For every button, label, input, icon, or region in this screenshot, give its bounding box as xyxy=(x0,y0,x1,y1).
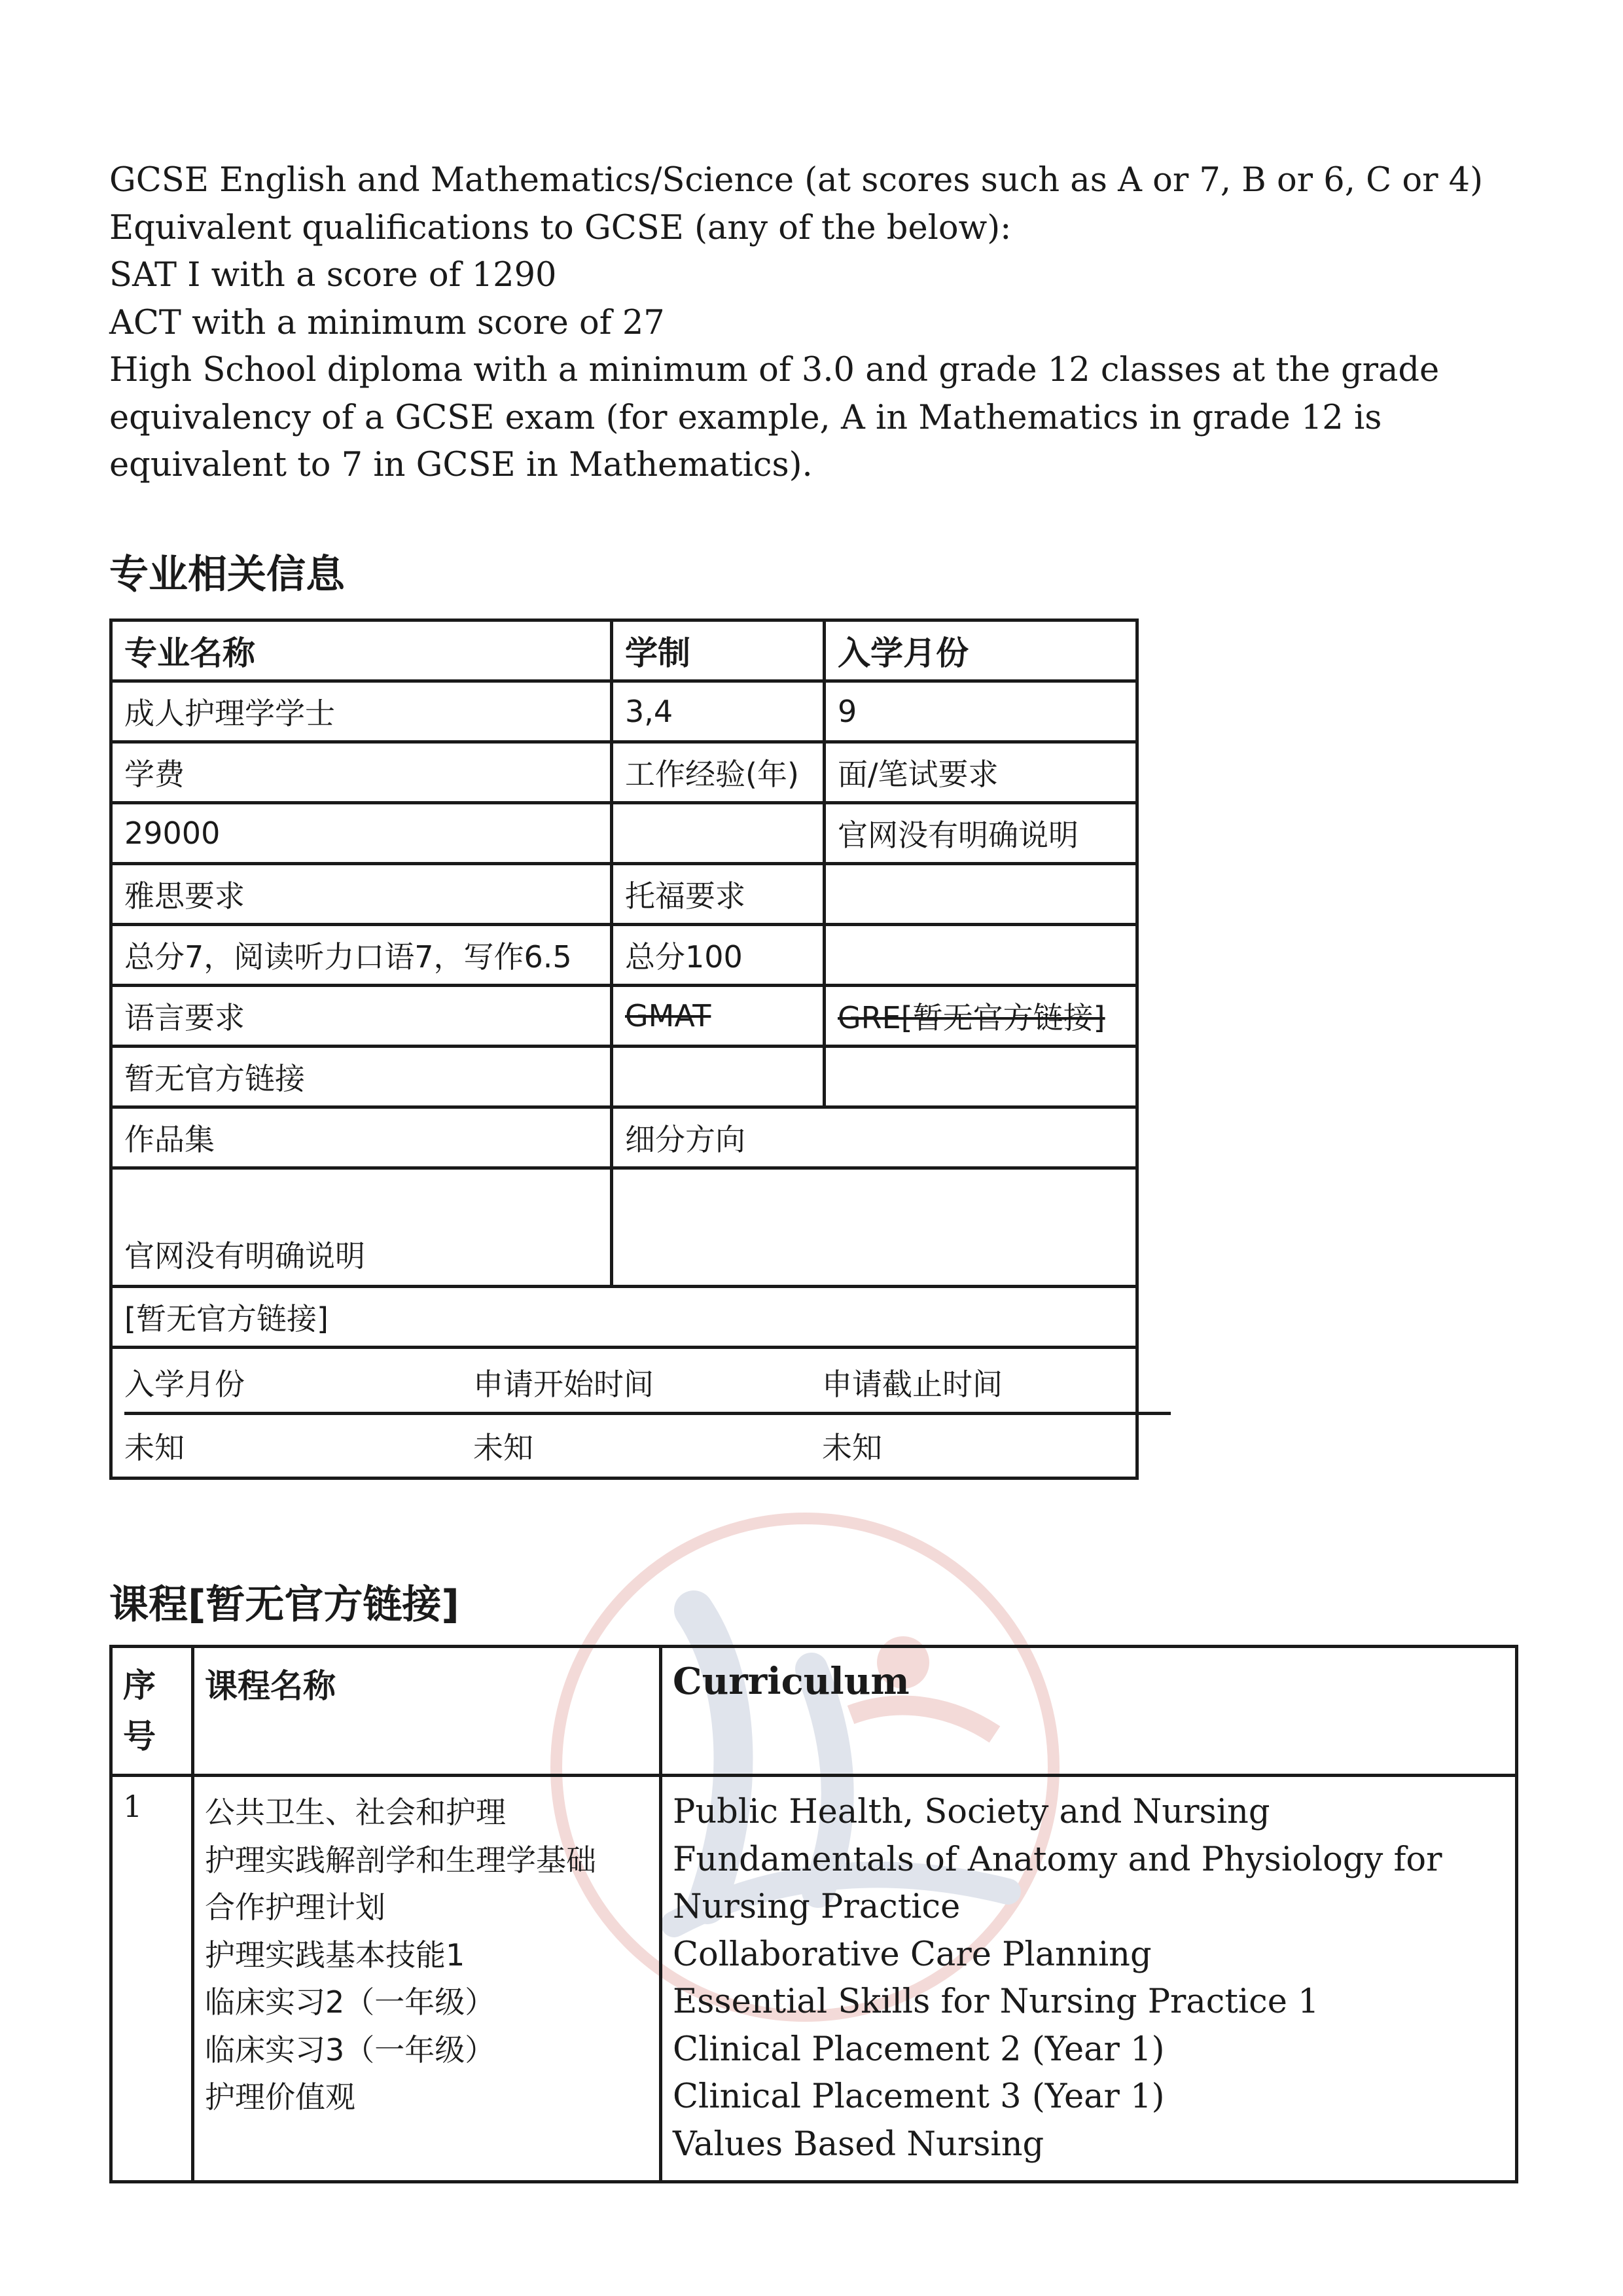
intro-line: Equivalent qualifications to GCSE (any of the below): xyxy=(109,208,1012,247)
info-heading: 专业相关信息 xyxy=(109,552,345,598)
course-table xyxy=(109,1645,1518,2183)
course-list-en xyxy=(673,1789,1505,2168)
list-item: Essential Skills for Nursing Practice 1 xyxy=(673,1982,1319,2021)
table-row xyxy=(111,1348,1137,1479)
list-item: 临床实习3（一年级） xyxy=(205,2032,495,2068)
col-header: 入学月份 xyxy=(825,620,1137,681)
lang-value: 暂无官方链接 xyxy=(111,1047,612,1107)
program-name: 成人护理学学士 xyxy=(111,681,612,742)
toefl-value: 总分100 xyxy=(612,925,825,986)
course-names-cn xyxy=(193,1776,661,2182)
col-header-curriculum: Curriculum xyxy=(661,1647,1517,1776)
ielts-value: 总分7，阅读听力口语7，写作6.5 xyxy=(111,925,612,986)
work-value xyxy=(612,803,825,864)
table-row xyxy=(111,925,1137,986)
duration: 3,4 xyxy=(612,681,825,742)
lang-label: 语言要求 xyxy=(111,986,612,1047)
application-dates xyxy=(124,1361,1176,1467)
list-item: Public Health, Society and Nursing xyxy=(673,1793,1270,1831)
dates-header: 申请开始时间 xyxy=(473,1367,654,1402)
course-heading: 课程[暂无官方链接] xyxy=(109,1582,459,1628)
col-header: 学制 xyxy=(612,620,825,681)
list-item: Values Based Nursing xyxy=(673,2125,1044,2164)
fee-label: 学费 xyxy=(111,742,612,803)
ielts-label: 雅思要求 xyxy=(111,864,612,925)
program-info-table xyxy=(109,619,1139,1480)
table-row xyxy=(111,803,1137,864)
table-row xyxy=(111,742,1137,803)
interview-label: 面/笔试要求 xyxy=(825,742,1137,803)
list-item: 护理实践解剖学和生理学基础 xyxy=(205,1842,596,1878)
list-item: Fundamentals of Anatomy and Physiology for Nursing Practice xyxy=(673,1840,1442,1926)
table-row xyxy=(111,1047,1137,1107)
course-list-cn xyxy=(205,1789,649,2121)
intro-line: High School diploma with a minimum of 3.0 and grade 12 classes at the grade equivalency of a GCSE exam (for example, A in Mathematics in grade 12 is equivalent to 7 in GCSE in Mathematics). xyxy=(109,351,1440,484)
fee-value: 29000 xyxy=(111,803,612,864)
list-item: 护理价值观 xyxy=(205,2079,355,2115)
row-number: 1 xyxy=(111,1776,193,2182)
table-row xyxy=(111,1168,1137,1287)
direction-value xyxy=(612,1168,1137,1287)
intro-requirements xyxy=(109,157,1536,490)
dates-cell xyxy=(111,1348,1137,1479)
work-label: 工作经验(年) xyxy=(612,742,825,803)
table-row xyxy=(111,1107,1137,1168)
dates-header: 申请截止时间 xyxy=(822,1367,1003,1402)
table-row xyxy=(111,1776,1517,2182)
intro-line: GCSE English and Mathematics/Science (at scores such as A or 7, B or 6, C or 4) xyxy=(109,161,1484,200)
list-item: Clinical Placement 2 (Year 1) xyxy=(673,2030,1165,2069)
dates-value: 未知 xyxy=(822,1430,882,1465)
table-row xyxy=(111,1647,1517,1776)
table-row xyxy=(111,1287,1137,1348)
table-row xyxy=(111,986,1137,1047)
info-link: [暂无官方链接] xyxy=(111,1287,1137,1348)
gre-label: GRE[暂无官方链接] xyxy=(825,986,1137,1047)
list-item: Collaborative Care Planning xyxy=(673,1935,1152,1974)
portfolio-label: 作品集 xyxy=(111,1107,612,1168)
gmat-label: GMAT xyxy=(612,986,825,1047)
intro-line: SAT I with a score of 1290 xyxy=(109,256,557,295)
table-row xyxy=(111,864,1137,925)
dates-header: 入学月份 xyxy=(124,1367,245,1402)
direction-label: 细分方向 xyxy=(612,1107,1137,1168)
intro-line: ACT with a minimum score of 27 xyxy=(109,303,665,342)
list-item: Clinical Placement 3 (Year 1) xyxy=(673,2077,1165,2116)
list-item: 合作护理计划 xyxy=(205,1890,385,1925)
list-item: 公共卫生、社会和护理 xyxy=(205,1795,506,1830)
dates-value: 未知 xyxy=(473,1430,533,1465)
col-header-course-name: 课程名称 xyxy=(193,1647,661,1776)
course-names-en xyxy=(661,1776,1517,2182)
list-item: 临床实习2（一年级） xyxy=(205,1984,495,2020)
table-row xyxy=(111,620,1137,681)
col-header: 专业名称 xyxy=(111,620,612,681)
col-header-index: 序号 xyxy=(111,1647,193,1776)
list-item: 护理实践基本技能1 xyxy=(205,1937,465,1973)
intake-month: 9 xyxy=(825,681,1137,742)
table-row xyxy=(111,681,1137,742)
interview-value: 官网没有明确说明 xyxy=(825,803,1137,864)
portfolio-value: 官网没有明确说明 xyxy=(111,1168,612,1287)
toefl-label: 托福要求 xyxy=(612,864,825,925)
dates-value: 未知 xyxy=(124,1430,185,1465)
